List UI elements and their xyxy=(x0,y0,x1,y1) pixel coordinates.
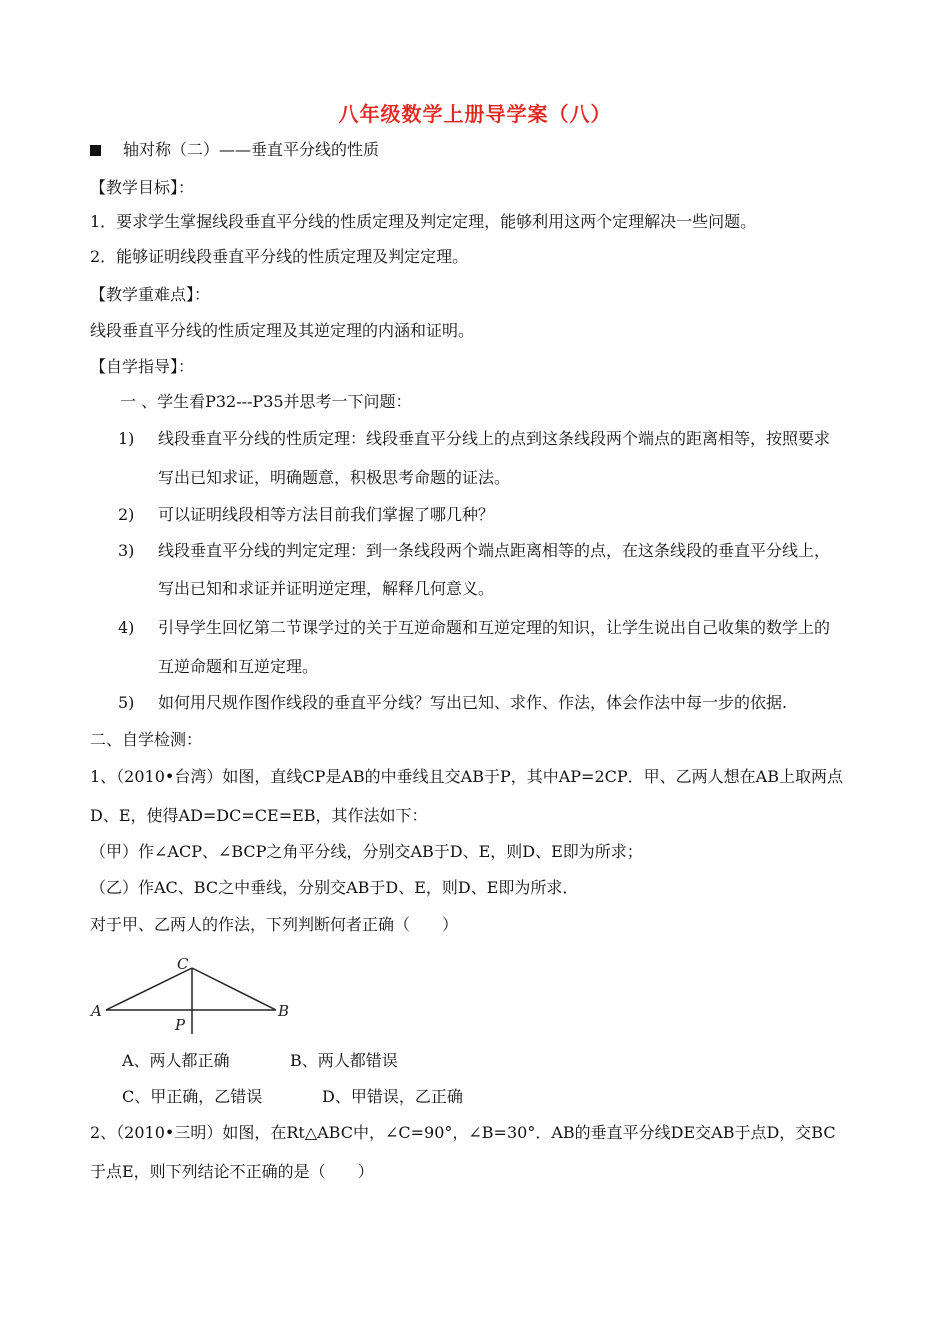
key-points-text: 线段垂直平分线的性质定理及其逆定理的内涵和证明。 xyxy=(90,321,475,340)
square-bullet-icon xyxy=(90,145,101,156)
question-2-line-2: 于点E，则下列结论不正确的是（ ） xyxy=(90,1162,374,1181)
guidance-item-4-cont: 互逆命题和互逆定理。 xyxy=(158,657,319,676)
section-title: 轴对称（二）——垂直平分线的性质 xyxy=(123,140,380,159)
guidance-intro: 一 、学生看P32---P35并思考一下问题： xyxy=(120,392,412,411)
triangle-figure xyxy=(88,950,308,1040)
question-1-line-2: D、E，使得AD=DC=CE=EB，其作法如下： xyxy=(90,806,428,825)
item-number: 1) xyxy=(118,429,135,448)
option-a: A、两人都正确 xyxy=(122,1051,230,1070)
segment-cb xyxy=(192,968,276,1010)
question-1-method-jia: （甲）作∠ACP、∠BCP之角平分线，分别交AB于D、E，则D、E即为所求； xyxy=(90,842,643,861)
item-number: 3) xyxy=(118,541,135,560)
point-label-a: A xyxy=(91,1002,102,1020)
guidance-item-1 xyxy=(118,428,830,450)
guidance-item-5 xyxy=(118,692,787,714)
page-title: 八年级数学上册导学案（八） xyxy=(338,102,612,126)
point-label-c: C xyxy=(177,955,189,973)
objective-item-1: 1．要求学生掌握线段垂直平分线的性质定理及判定定理，能够利用这两个定理解决一些问题。 xyxy=(90,212,757,231)
guidance-item-4 xyxy=(118,617,830,639)
item-number: 2) xyxy=(118,505,135,524)
guidance-heading: 【自学指导】： xyxy=(90,357,195,376)
self-test-heading: 二、自学检测： xyxy=(90,730,203,749)
item-text: 线段垂直平分线的判定定理：到一条线段两个端点距离相等的点，在这条线段的垂直平分线上， xyxy=(158,541,831,560)
point-label-b: B xyxy=(278,1002,290,1020)
objectives-heading: 【教学目标】： xyxy=(90,178,195,197)
option-c: C、甲正确，乙错误 xyxy=(122,1087,263,1106)
key-points-heading: 【教学重难点】： xyxy=(90,285,211,304)
section-heading xyxy=(90,139,379,161)
item-text: 如何用尺规作图作线段的垂直平分线？写出已知、求作、作法，体会作法中每一步的依据. xyxy=(158,693,788,712)
item-text: 可以证明线段相等方法目前我们掌握了哪几种？ xyxy=(158,505,495,524)
question-2-line-1: 2、（2010•三明）如图，在Rt△ABC中，∠C=90°，∠B=30°．AB的垂直平分线DE交AB于点D，交BC xyxy=(90,1123,836,1142)
guidance-item-3-cont: 写出已知和求证并证明逆定理，解释几何意义。 xyxy=(158,579,495,598)
guidance-item-1-cont: 写出已知求证，明确题意，积极思考命题的证法。 xyxy=(158,468,511,487)
question-1-line-1: 1、（2010•台湾）如图，直线CP是AB的中垂线且交AB于P，其中AP=2CP．甲、乙两人想在AB上取两点 xyxy=(90,767,843,786)
option-b: B、两人都错误 xyxy=(290,1051,398,1070)
point-label-p: P xyxy=(175,1016,186,1034)
option-d: D、甲错误，乙正确 xyxy=(322,1087,463,1106)
segment-ac xyxy=(106,968,192,1010)
item-text: 线段垂直平分线的性质定理：线段垂直平分线上的点到这条线段两个端点的距离相等，按照要求 xyxy=(158,429,831,448)
objective-item-2: 2．能够证明线段垂直平分线的性质定理及判定定理。 xyxy=(90,247,469,266)
question-1-method-yi: （乙）作AC、BC之中垂线，分别交AB于D、E，则D、E即为所求． xyxy=(90,878,579,897)
guidance-item-3 xyxy=(118,540,830,562)
item-number: 5) xyxy=(118,693,135,712)
guidance-item-2 xyxy=(118,504,494,526)
item-number: 4) xyxy=(118,618,135,637)
item-text: 引导学生回忆第二节课学过的关于互逆命题和互逆定理的知识，让学生说出自己收集的数学上的 xyxy=(158,618,831,637)
question-1-prompt: 对于甲、乙两人的作法，下列判断何者正确（ ） xyxy=(90,915,459,934)
